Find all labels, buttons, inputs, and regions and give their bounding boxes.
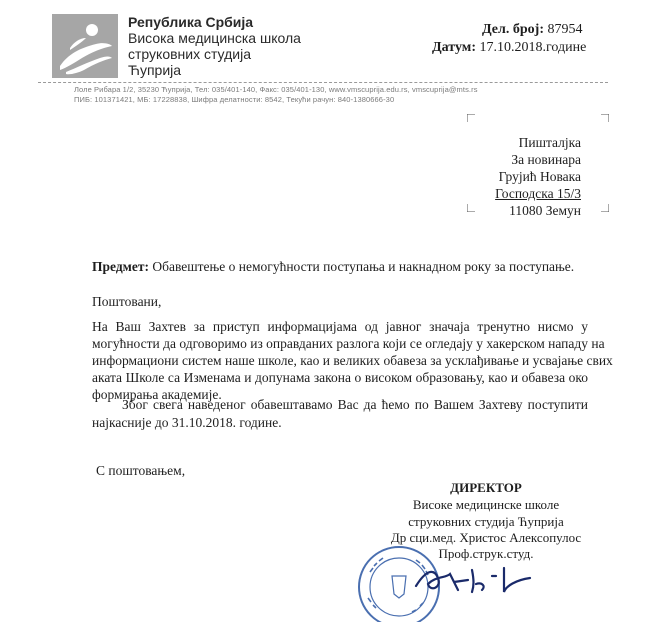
recipient-line1: Пишталјка <box>518 135 581 150</box>
recipient-line2: За новинара <box>511 152 581 167</box>
signature-line1: Високе медицинске школе <box>412 497 560 512</box>
signature-line4: Проф.струк.студ. <box>438 546 534 561</box>
contact-line-registry: ПИБ: 101371421, МБ: 17228838, Шифра делатности: 8542, Текући рачун: 840-1380666-30 <box>74 95 395 104</box>
paragraph2-line1: Због свега наведеног обавештавамо Вас да ћемо по Вашем Захтеву поступити <box>122 397 588 412</box>
hands-logo-icon <box>52 14 118 78</box>
recipient-line3: Грујић Новака <box>498 169 581 184</box>
paragraph1-line2: могућности да одговоримо из оправданих разлога који се огледају у хакерском нападу на <box>92 336 605 351</box>
reference-number-value: 87954 <box>547 22 583 37</box>
recipient-line5: 11080 Земун <box>509 203 581 218</box>
subject-label: Предмет: <box>92 259 149 274</box>
salutation: Поштовани, <box>92 294 162 309</box>
signature-title: ДИРЕКТОР <box>450 480 522 495</box>
signature-line3: Др сци.мед. Христос Алексопулос <box>390 530 582 545</box>
paragraph1-line5: формирања академије. <box>92 387 222 402</box>
institution-line2: Висока медицинска школа <box>128 30 301 46</box>
contact-line-address: Лоле Рибара 1/2, 35230 Ћуприја, Тел: 035/401-140, Факс: 035/401-130, www.vmscuprija.edu.rs, vmscuprija@mts.rs <box>74 85 478 94</box>
institution-line3: струковних студија <box>128 46 251 62</box>
paragraph1-line3: информациони систем наше школе, као и великих обавеза за усклађивање и усвајање свих <box>92 353 613 368</box>
recipient-line4: Господска 15/3 <box>495 186 581 201</box>
reference-number <box>482 22 582 38</box>
institution-line4: Ћуприја <box>128 62 182 78</box>
paragraph1-line4: аката Школе са Изменама и допунама закона о високом образовању, као и обавеза око <box>92 370 588 385</box>
subject-text: Обавештење о немогућности поступања и накнадном року за поступање. <box>148 259 575 274</box>
subject-line <box>92 258 574 275</box>
school-logo <box>52 14 118 78</box>
signature-line2: струковних студија Ћуприја <box>408 514 564 529</box>
date-label: Датум: <box>432 40 476 55</box>
date-value: 17.10.2018.године <box>479 40 587 55</box>
header-divider <box>38 82 608 83</box>
institution-line1: Република Србија <box>128 14 254 30</box>
handwritten-signature <box>412 556 542 600</box>
paragraph2-line2: најкасније до 31.10.2018. године. <box>92 415 282 430</box>
reference-number-label: Дел. број: <box>482 22 544 37</box>
paragraph1-line1: На Ваш Захтев за приступ информацијама од јавног значаја тренутно нисмо у <box>92 319 588 334</box>
document-date <box>432 40 586 56</box>
closing: С поштовањем, <box>96 463 186 478</box>
